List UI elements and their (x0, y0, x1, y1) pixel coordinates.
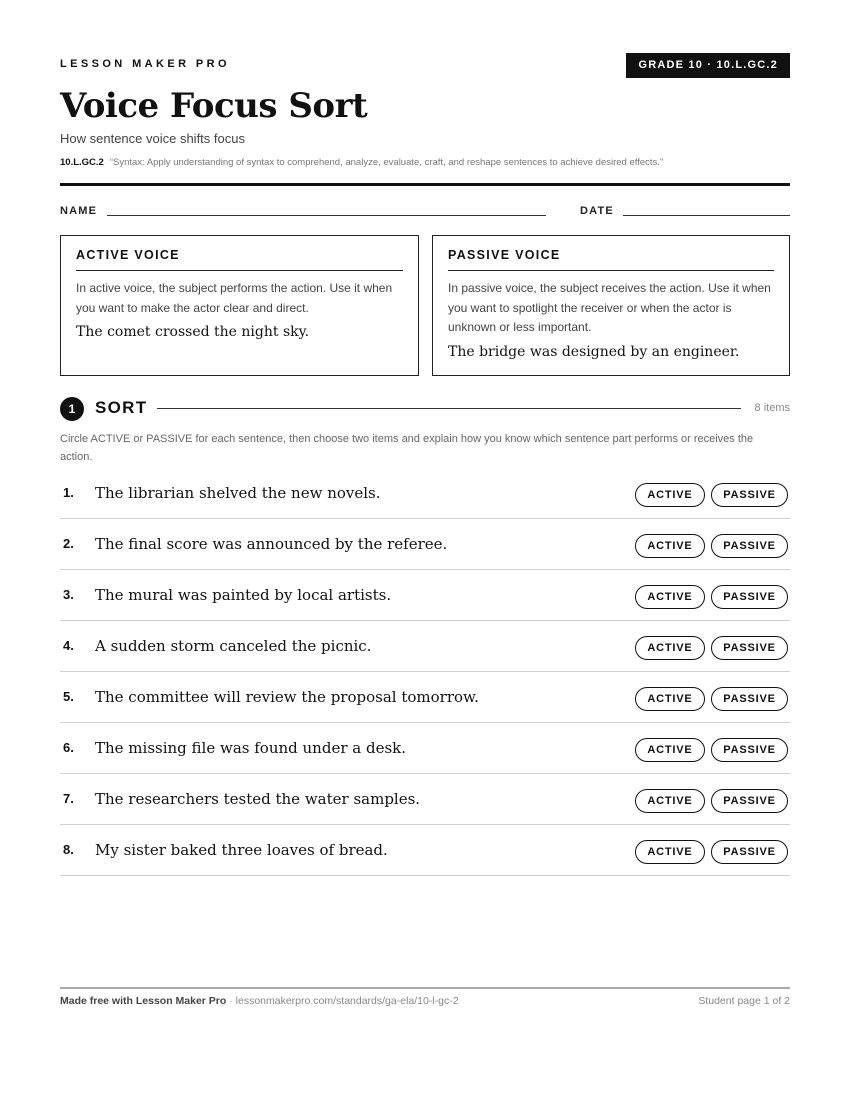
footer-url[interactable]: lessonmakerpro.com/standards/ga-ela/10-l-gc-2 (235, 995, 459, 1007)
passive-voice-example: The bridge was designed by an engineer. (448, 343, 740, 360)
item-count: 8 items (754, 402, 790, 414)
item-number: 4. (63, 638, 74, 653)
list-item (60, 519, 790, 570)
item-sentence: A sudden storm canceled the picnic. (95, 637, 372, 655)
active-choice-button[interactable]: ACTIVE (635, 687, 705, 711)
item-sentence: The committee will review the proposal tomorrow. (95, 688, 479, 706)
passive-choice-button[interactable]: PASSIVE (711, 738, 788, 762)
active-voice-heading: ACTIVE VOICE (76, 248, 403, 271)
active-choice-button[interactable]: ACTIVE (635, 534, 705, 558)
page-title: Voice Focus Sort (60, 86, 368, 126)
passive-choice-button[interactable]: PASSIVE (711, 840, 788, 864)
list-item (60, 570, 790, 621)
item-number: 7. (63, 791, 74, 806)
section-rule (157, 408, 741, 409)
footer-credit (60, 995, 459, 1007)
section-number: 1 (60, 397, 84, 421)
passive-choice-button[interactable]: PASSIVE (711, 789, 788, 813)
passive-choice-button[interactable]: PASSIVE (711, 585, 788, 609)
passive-choice-button[interactable]: PASSIVE (711, 636, 788, 660)
active-voice-description: In active voice, the subject performs the action. Use it when you want to make the actor clear and direct. (76, 281, 393, 315)
standard-line (60, 157, 790, 168)
list-item (60, 723, 790, 774)
date-field[interactable] (623, 215, 790, 216)
active-choice-button[interactable]: ACTIVE (635, 738, 705, 762)
item-number: 2. (63, 536, 74, 551)
name-field[interactable] (107, 215, 546, 216)
passive-choice-button[interactable]: PASSIVE (711, 534, 788, 558)
item-sentence: The missing file was found under a desk. (95, 739, 407, 757)
item-number: 1. (63, 485, 74, 500)
section-title: SORT (95, 398, 148, 417)
brand-name: LESSON MAKER PRO (60, 58, 230, 70)
grade-badge: GRADE 10 · 10.L.GC.2 (626, 53, 790, 78)
page-subtitle: How sentence voice shifts focus (60, 131, 245, 146)
active-voice-example: The comet crossed the night sky. (76, 324, 310, 340)
active-voice-box (60, 235, 419, 376)
footer-separator: · (226, 995, 236, 1007)
header-divider (60, 183, 790, 186)
list-item (60, 672, 790, 723)
list-item (60, 468, 790, 519)
passive-choice-button[interactable]: PASSIVE (711, 483, 788, 507)
item-sentence: The mural was painted by local artists. (95, 586, 392, 604)
item-sentence: The librarian shelved the new novels. (95, 484, 381, 502)
passive-voice-heading: PASSIVE VOICE (448, 248, 774, 271)
item-sentence: The researchers tested the water samples. (95, 790, 421, 808)
list-item (60, 774, 790, 825)
item-number: 5. (63, 689, 74, 704)
active-choice-button[interactable]: ACTIVE (635, 636, 705, 660)
footer-divider (60, 987, 790, 989)
section-instructions: Circle ACTIVE or PASSIVE for each sentence, then choose two items and explain how you know which sentence part performs or receives the action. (60, 433, 754, 463)
active-choice-button[interactable]: ACTIVE (635, 840, 705, 864)
footer-page-number: Student page 1 of 2 (698, 995, 790, 1007)
active-choice-button[interactable]: ACTIVE (635, 585, 705, 609)
standard-text: “Syntax: Apply understanding of syntax to comprehend, analyze, evaluate, craft, and reshape sentences to achieve desired effects.” (109, 157, 664, 168)
passive-voice-box (432, 235, 790, 376)
passive-choice-button[interactable]: PASSIVE (711, 687, 788, 711)
sort-items-list (60, 468, 790, 876)
list-item (60, 825, 790, 876)
name-label: NAME (60, 205, 98, 217)
passive-voice-description: In passive voice, the subject receives the action. Use it when you want to spotlight the receiver or when the actor is unknown or less important. (448, 281, 771, 334)
list-item (60, 621, 790, 672)
item-sentence: My sister baked three loaves of bread. (95, 841, 388, 859)
item-sentence: The final score was announced by the referee. (95, 535, 448, 553)
item-number: 8. (63, 842, 74, 857)
item-number: 3. (63, 587, 74, 602)
active-choice-button[interactable]: ACTIVE (635, 789, 705, 813)
standard-code: 10.L.GC.2 (60, 157, 104, 168)
footer-made-with: Made free with Lesson Maker Pro (60, 995, 227, 1007)
date-label: DATE (580, 205, 614, 217)
item-number: 6. (63, 740, 74, 755)
active-choice-button[interactable]: ACTIVE (635, 483, 705, 507)
